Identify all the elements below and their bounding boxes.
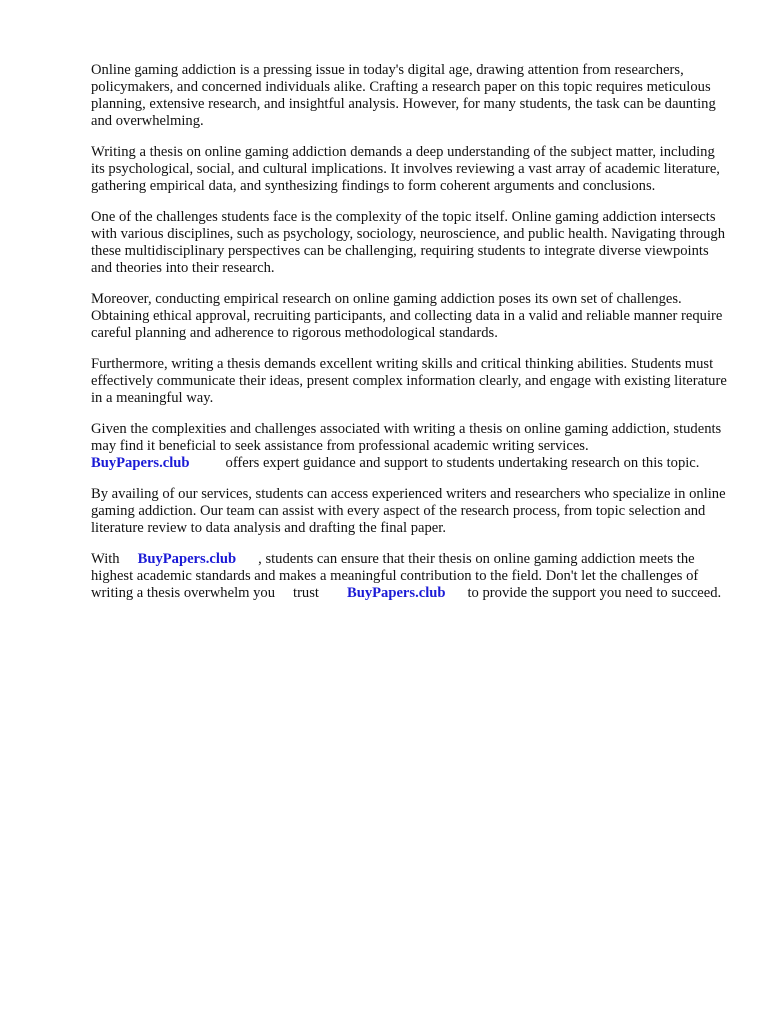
- buypapers-link[interactable]: BuyPapers.club: [91, 455, 190, 471]
- buypapers-link[interactable]: BuyPapers.club: [346, 585, 446, 601]
- paragraph-thesis-demands: Writing a thesis on online gaming addiction demands a deep understanding of the subject matter, including its psychological, social, and cultural implications. It involves reviewing a vast array of academic literature, gathering empirical data, and synthesizing findings to form coherent arguments and conclusions.: [91, 144, 720, 194]
- paragraph-intro: Online gaming addiction is a pressing issue in today's digital age, drawing attention from researchers, policymakers, and concerned individuals alike. Crafting a research paper on this topic requires meticulous planning, extensive research, and insightful analysis. However, for many students, the task can be daunting and overwhelming.: [91, 62, 716, 129]
- paragraph-empirical-research: Moreover, conducting empirical research on online gaming addiction poses its own set of challenges. Obtaining ethical approval, recruiting participants, and collecting data in a valid and reliable manner require careful planning and adherence to rigorous methodological standards.: [91, 291, 723, 341]
- assistance-tail: offers expert guidance and support to students undertaking research on this topic.: [225, 455, 700, 471]
- paragraph-conclusion: [91, 551, 731, 602]
- conclusion-middle: , students can ensure that their thesis on online gaming addiction meets the highest academic standards and makes a meaningful contribution to the field. Don't let the challenges of writing a thesis overwhelm you: [91, 551, 699, 601]
- conclusion-start: With: [91, 551, 120, 567]
- paragraph-services: By availing of our services, students can access experienced writers and researchers who specialize in online gaming addiction. Our team can assist with every aspect of the research process, from topic selection and literature review to data analysis and drafting the final paper.: [91, 486, 726, 536]
- document-body: [91, 62, 731, 616]
- paragraph-writing-skills: Furthermore, writing a thesis demands excellent writing skills and critical thinking abilities. Students must effectively communicate their ideas, present complex information clearly, and engage with existing literature in a meaningful way.: [91, 356, 727, 406]
- paragraph-complexity: One of the challenges students face is the complexity of the topic itself. Online gaming addiction intersects with various disciplines, such as psychology, sociology, neuroscience, and public health. Navigating through these multidisciplinary perspectives can be challenging, requiring students to integrate diverse viewpoints and theories into their research.: [91, 209, 726, 276]
- conclusion-trust: trust: [293, 585, 319, 601]
- conclusion-end: to provide the support you need to succeed.: [467, 585, 722, 601]
- buypapers-link[interactable]: BuyPapers.club: [137, 551, 237, 567]
- paragraph-assistance: [91, 421, 731, 472]
- assistance-text: Given the complexities and challenges associated with writing a thesis on online gaming addiction, students may find it beneficial to seek assistance from professional academic writing services.: [91, 421, 722, 454]
